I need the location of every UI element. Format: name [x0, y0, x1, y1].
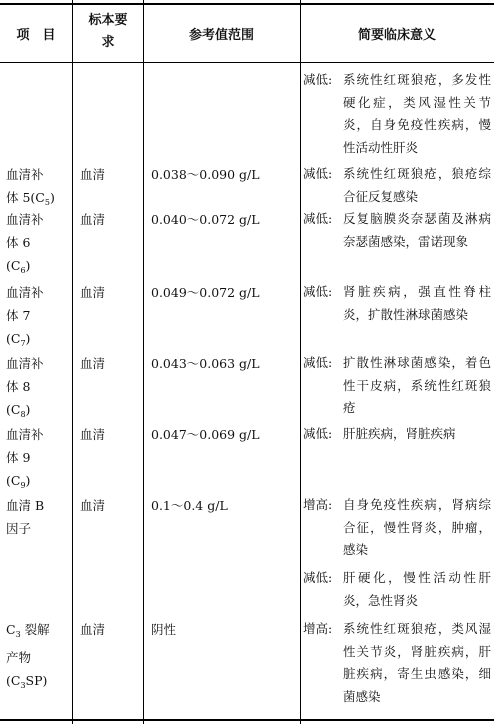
reference-cell: 0.040～0.072 g/L — [151, 212, 260, 227]
table-row-name: 血清 B 因子 — [6, 498, 45, 536]
table-row-name: 血清补 体 6 $(C_6)$ — [6, 212, 44, 275]
header-reference: 参考值范围 — [188, 28, 254, 43]
meaning-label: 减低: — [303, 570, 333, 585]
meaning-cell — [303, 208, 491, 277]
reference-cell: 0.049～0.072 g/L — [151, 285, 260, 300]
specimen-cell: 血清 — [80, 167, 106, 182]
meaning-cell — [303, 494, 491, 564]
meaning-text: 肝脏疾病，肾脏疾病 — [343, 426, 456, 441]
meaning-text: 系统性红斑狼疮，类风湿性关节炎，肾脏疾病，肝脏疾病，寄生虫感染，细菌感染 — [343, 621, 491, 704]
meaning-cell — [303, 352, 491, 421]
meaning-text: 反复脑膜炎奈瑟菌及淋病奈瑟菌感染，雷诺现象 — [343, 211, 491, 249]
table-bottom-rule — [0, 719, 494, 721]
meaning-label: 减低: — [303, 72, 333, 87]
meaning-cell — [303, 423, 491, 447]
reference-cell: 0.038～0.090 g/L — [151, 167, 260, 182]
specimen-cell: 血清 — [80, 427, 106, 442]
table-row-name: $C_3$ 裂解 产物 $(C_3SP)$ — [6, 622, 50, 690]
meaning-label: 增高: — [303, 497, 333, 512]
meaning-cell — [303, 567, 491, 613]
specimen-cell: 血清 — [80, 212, 106, 227]
meaning-text: 自身免疫性疾病，肾病综合征，慢性肾炎，肿瘤，感染 — [343, 497, 491, 557]
reference-cell: 0.1～0.4 g/L — [151, 498, 228, 513]
header-meaning: 简要临床意义 — [357, 28, 436, 43]
meaning-label: 减低: — [303, 355, 333, 370]
meaning-label: 减低: — [303, 426, 333, 441]
reference-cell: 阴性 — [151, 622, 177, 637]
specimen-cell: 血清 — [80, 622, 106, 637]
specimen-cell: 血清 — [80, 285, 106, 300]
meaning-cell — [303, 163, 491, 209]
meaning-text: 系统性红斑狼疮，狼疮综合征反复感染 — [343, 166, 491, 204]
meaning-cell — [303, 618, 491, 714]
meaning-label: 减低: — [303, 211, 333, 226]
header-specimen: 标本要求 — [88, 13, 128, 50]
specimen-cell: 血清 — [80, 498, 106, 513]
column-divider — [143, 0, 144, 724]
reference-cell: 0.043～0.063 g/L — [151, 356, 260, 371]
reference-cell: 0.047～0.069 g/L — [151, 427, 260, 442]
meaning-text: 系统性红斑狼疮，多发性硬化症，类风湿性关节炎，自身免疫性疾病，慢性活动性肝炎 — [343, 72, 491, 155]
meaning-label: 减低: — [303, 166, 333, 181]
meaning-label: 减低: — [303, 284, 333, 299]
table-row-name: 血清补 体 7 $(C_7)$ — [6, 285, 44, 348]
table-row-name: 血清补 体 9 $(C_9)$ — [6, 427, 44, 490]
meaning-text: 肝硬化，慢性活动性肝炎，急性肾炎 — [343, 570, 491, 608]
table-top-rule — [0, 3, 494, 5]
meaning-text: 肾脏疾病，强直性脊柱炎，扩散性淋球菌感染 — [343, 284, 491, 322]
meaning-cell — [303, 281, 491, 327]
header-rule — [0, 62, 494, 63]
meaning-label: 增高: — [303, 621, 333, 636]
meaning-text: 扩散性淋球菌感染，着色性干皮病，系统性红斑狼疮 — [343, 355, 491, 415]
specimen-cell: 血清 — [80, 356, 106, 371]
table-row-name: 血清补 体 8 $(C_8)$ — [6, 356, 44, 419]
meaning-cell — [303, 69, 491, 161]
header-item: 项 目 — [16, 28, 56, 43]
column-divider — [300, 0, 301, 724]
column-divider — [72, 0, 73, 724]
table-row-name: 血清补 体 $5(C_5)$ — [6, 167, 55, 207]
